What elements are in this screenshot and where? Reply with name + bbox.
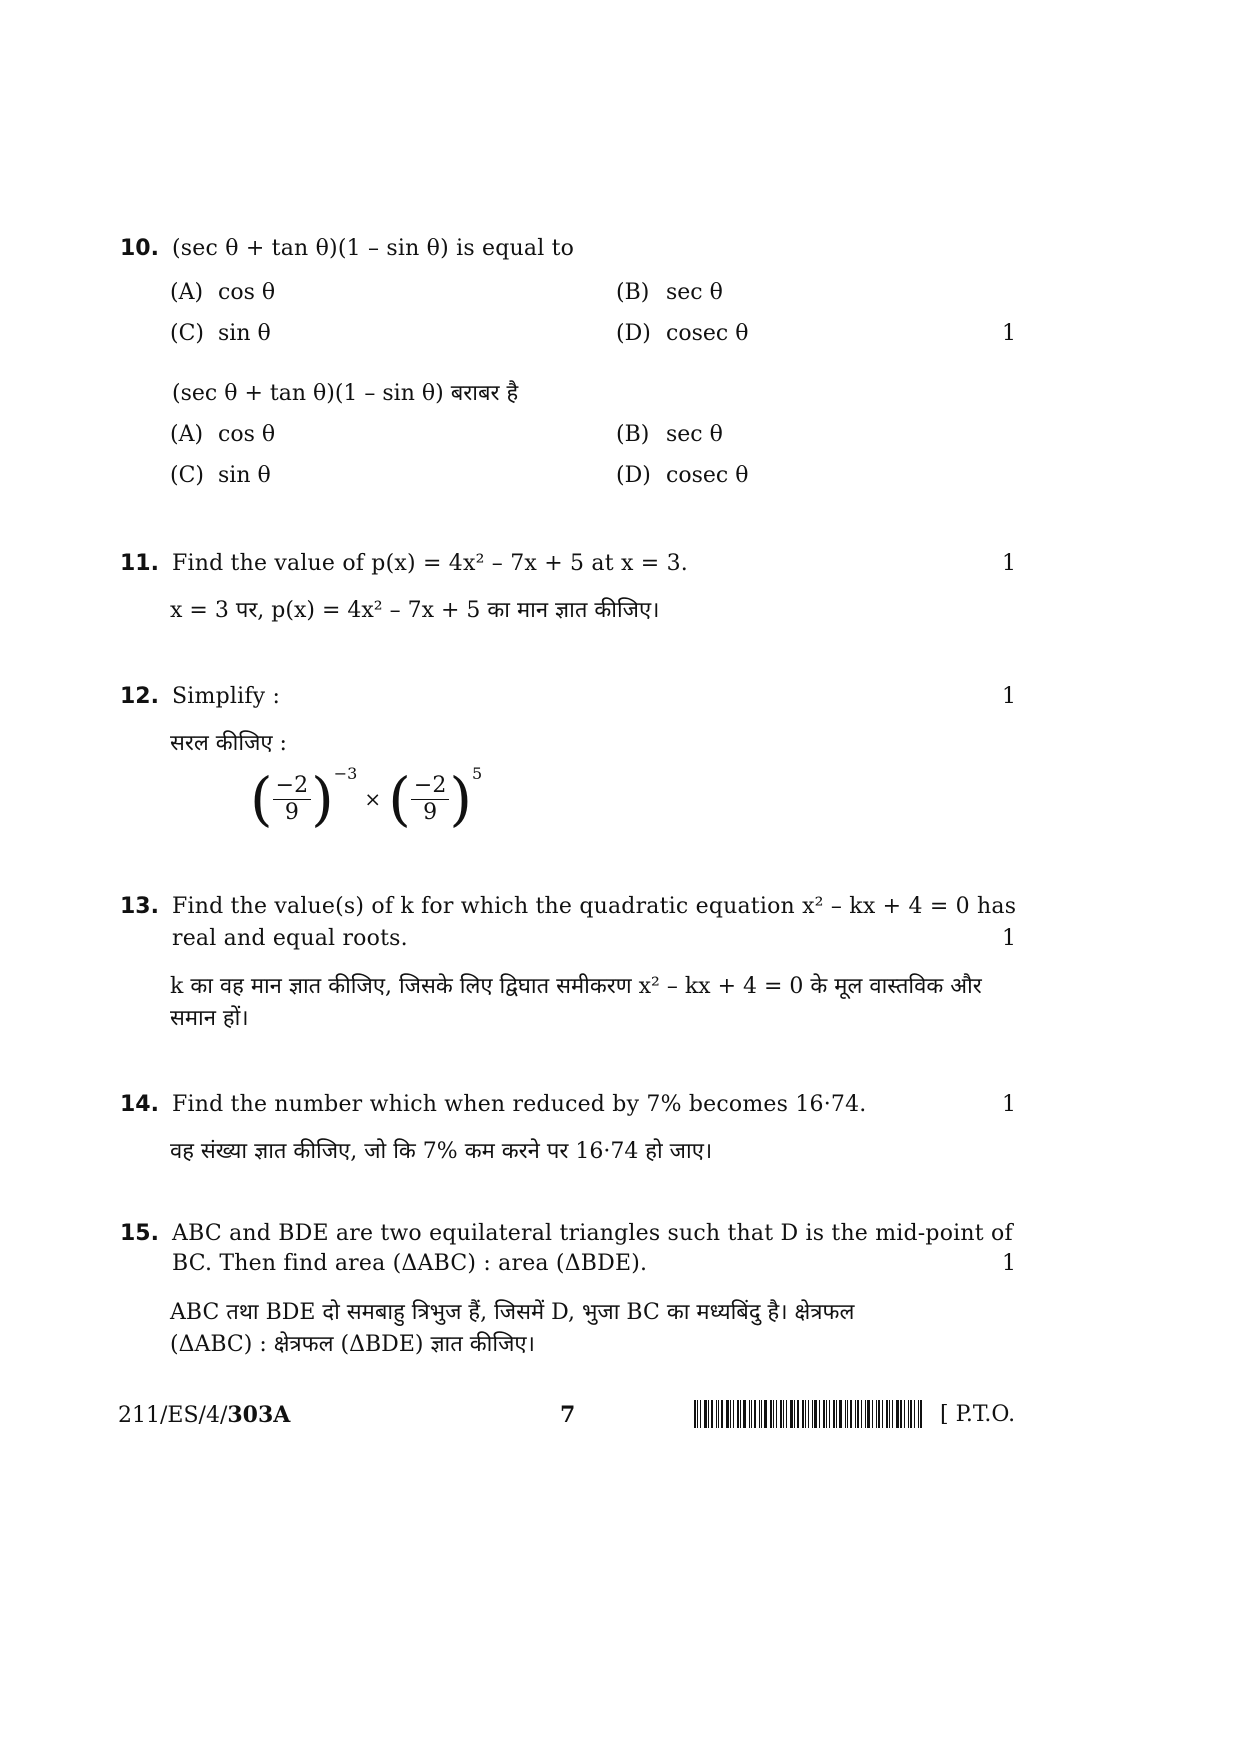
barcode-bar xyxy=(914,1400,915,1428)
barcode-bar xyxy=(726,1400,729,1428)
barcode-bar xyxy=(910,1400,912,1428)
barcode-bar xyxy=(896,1400,899,1428)
barcode-bar xyxy=(836,1400,837,1428)
barcode-bar xyxy=(865,1400,866,1428)
question-text-hi: वह संख्या ज्ञात कीजिए, जो कि 7% कम करने पर 16·74 हो जाए। xyxy=(170,1139,713,1164)
option-text: sin θ xyxy=(218,321,271,346)
barcode-bar xyxy=(721,1400,723,1428)
question-text-en: Simplify : xyxy=(172,684,281,709)
option-text: cos θ xyxy=(218,280,276,305)
option-text: cosec θ xyxy=(666,321,749,346)
marks: 1 xyxy=(1002,926,1016,951)
barcode-bar xyxy=(920,1400,922,1428)
barcode-bar xyxy=(819,1400,820,1428)
barcode-bar xyxy=(855,1400,856,1428)
barcode-bar xyxy=(697,1400,698,1428)
question-number: 10. xyxy=(120,236,159,261)
barcode-bar xyxy=(694,1400,696,1428)
denominator: 9 xyxy=(423,799,438,825)
right-paren: ) xyxy=(449,765,472,833)
barcode-bar xyxy=(876,1400,877,1428)
barcode-bar xyxy=(814,1400,817,1428)
barcode-bar xyxy=(751,1400,752,1428)
barcode-bar xyxy=(776,1400,777,1428)
math-expression xyxy=(250,764,483,833)
barcode-bar xyxy=(867,1400,870,1428)
barcode-bar xyxy=(918,1400,919,1428)
question-text-hi-line2: समान हों। xyxy=(170,1006,249,1031)
barcode-bar xyxy=(850,1400,852,1428)
numerator: −2 xyxy=(411,773,449,800)
pto-label: [ P.T.O. xyxy=(940,1402,1016,1427)
question-number: 14. xyxy=(120,1092,159,1117)
barcode-bar xyxy=(900,1400,902,1428)
barcode-bar xyxy=(889,1400,890,1428)
barcode-bar xyxy=(805,1400,806,1428)
barcode-bar xyxy=(904,1400,905,1428)
option-label: (B) xyxy=(616,280,650,305)
barcode-bar xyxy=(847,1400,848,1428)
paper-code-bold: 303A xyxy=(227,1402,291,1428)
marks: 1 xyxy=(1002,1092,1016,1117)
question-text-hi-line1: k का वह मान ज्ञात कीजिए, जिसके लिए द्विघात समीकरण x² – kx + 4 = 0 के मूल वास्तविक और xyxy=(170,974,982,999)
question-number: 12. xyxy=(120,684,159,709)
denominator: 9 xyxy=(284,799,299,825)
barcode-bar xyxy=(737,1400,739,1428)
question-text-en: Find the number which when reduced by 7% becomes 16·74. xyxy=(172,1092,867,1117)
exponent: −3 xyxy=(333,764,358,783)
question-number: 11. xyxy=(120,551,159,576)
option-label: (A) xyxy=(170,422,204,447)
question-number: 13. xyxy=(120,894,159,919)
right-paren: ) xyxy=(311,765,334,833)
question-text-en-line1: ABC and BDE are two equilateral triangles such that D is the mid-point of xyxy=(172,1221,1013,1246)
barcode-bar xyxy=(770,1400,772,1428)
marks: 1 xyxy=(1002,684,1016,709)
barcode-bar xyxy=(773,1400,774,1428)
fraction xyxy=(411,773,449,826)
barcode-bar xyxy=(743,1400,746,1428)
barcode-bar xyxy=(878,1400,880,1428)
barcode-bar xyxy=(829,1400,830,1428)
question-text-en: Find the value of p(x) = 4x² – 7x + 5 at x = 3. xyxy=(172,551,688,576)
option-label: (C) xyxy=(170,463,204,488)
barcode-bar xyxy=(716,1400,717,1428)
question-text-hi: (sec θ + tan θ)(1 – sin θ) बराबर है xyxy=(172,381,519,406)
barcode-bar xyxy=(882,1400,883,1428)
barcode-bar xyxy=(908,1400,909,1428)
marks: 1 xyxy=(1002,321,1016,346)
barcode-bar xyxy=(730,1400,731,1428)
option-text: sin θ xyxy=(218,463,271,488)
question-text-hi-line1: ABC तथा BDE दो समबाहु त्रिभुज हैं, जिसमें D, भुजा BC का मध्यबिंदु है। क्षेत्रफल xyxy=(170,1300,855,1325)
barcode-bar xyxy=(812,1400,813,1428)
barcode-bar xyxy=(790,1400,793,1428)
option-label: (B) xyxy=(616,422,650,447)
paper-code xyxy=(118,1402,290,1428)
barcode-bar xyxy=(802,1400,804,1428)
barcode-bar xyxy=(794,1400,795,1428)
option-label: (D) xyxy=(616,321,651,346)
barcode-bar xyxy=(833,1400,835,1428)
option-text: sec θ xyxy=(666,422,723,447)
question-number: 15. xyxy=(120,1221,159,1246)
barcode-bar xyxy=(808,1400,809,1428)
barcode-bar xyxy=(733,1400,734,1428)
barcode-bar xyxy=(892,1400,893,1428)
option-text: sec θ xyxy=(666,280,723,305)
numerator: −2 xyxy=(273,773,311,800)
barcode-bar xyxy=(708,1400,709,1428)
barcode-bar xyxy=(845,1400,846,1428)
barcode-bar xyxy=(754,1400,756,1428)
barcode-bar xyxy=(711,1400,713,1428)
barcode-bar xyxy=(783,1400,784,1428)
barcode-bar xyxy=(886,1400,888,1428)
barcode-bar xyxy=(764,1400,767,1428)
times-sign: × xyxy=(364,787,382,811)
barcode-bar xyxy=(839,1400,842,1428)
barcode-bar xyxy=(857,1400,859,1428)
barcode-bar xyxy=(759,1400,760,1428)
question-text-hi-line2: (ΔABC) : क्षेत्रफल (ΔBDE) ज्ञात कीजिए। xyxy=(170,1332,535,1357)
marks: 1 xyxy=(1002,551,1016,576)
barcode-bar xyxy=(872,1400,873,1428)
barcode-bar xyxy=(823,1400,825,1428)
question-text-en: (sec θ + tan θ)(1 – sin θ) is equal to xyxy=(172,236,575,261)
option-label: (C) xyxy=(170,321,204,346)
barcode-bar xyxy=(749,1400,750,1428)
barcode-bar xyxy=(797,1400,799,1428)
marks: 1 xyxy=(1002,1251,1016,1276)
fraction xyxy=(273,773,311,826)
barcode xyxy=(694,1400,924,1428)
barcode-bar xyxy=(826,1400,827,1428)
barcode-bar xyxy=(761,1400,762,1428)
left-paren: ( xyxy=(388,765,411,833)
question-text-en-line2: BC. Then find area (ΔABC) : area (ΔBDE). xyxy=(172,1251,648,1276)
question-text-hi: x = 3 पर, p(x) = 4x² – 7x + 5 का मान ज्ञात कीजिए। xyxy=(170,598,660,623)
barcode-bar xyxy=(861,1400,862,1428)
option-label: (A) xyxy=(170,280,204,305)
barcode-bar xyxy=(704,1400,707,1428)
paper-code-prefix: 211/ES/4/ xyxy=(118,1403,228,1428)
barcode-bar xyxy=(740,1400,741,1428)
barcode-bar xyxy=(700,1400,701,1428)
question-text-en-line1: Find the value(s) of k for which the quadratic equation x² – kx + 4 = 0 has xyxy=(172,894,1017,919)
barcode-bar xyxy=(786,1400,787,1428)
barcode-bar xyxy=(780,1400,782,1428)
left-paren: ( xyxy=(250,765,273,833)
option-label: (D) xyxy=(616,463,651,488)
option-text: cos θ xyxy=(218,422,276,447)
exponent: 5 xyxy=(471,764,483,783)
option-text: cosec θ xyxy=(666,463,749,488)
barcode-bar xyxy=(718,1400,719,1428)
page-number: 7 xyxy=(560,1402,576,1428)
question-text-hi: सरल कीजिए : xyxy=(170,731,287,756)
question-text-en-line2: real and equal roots. xyxy=(172,926,408,951)
